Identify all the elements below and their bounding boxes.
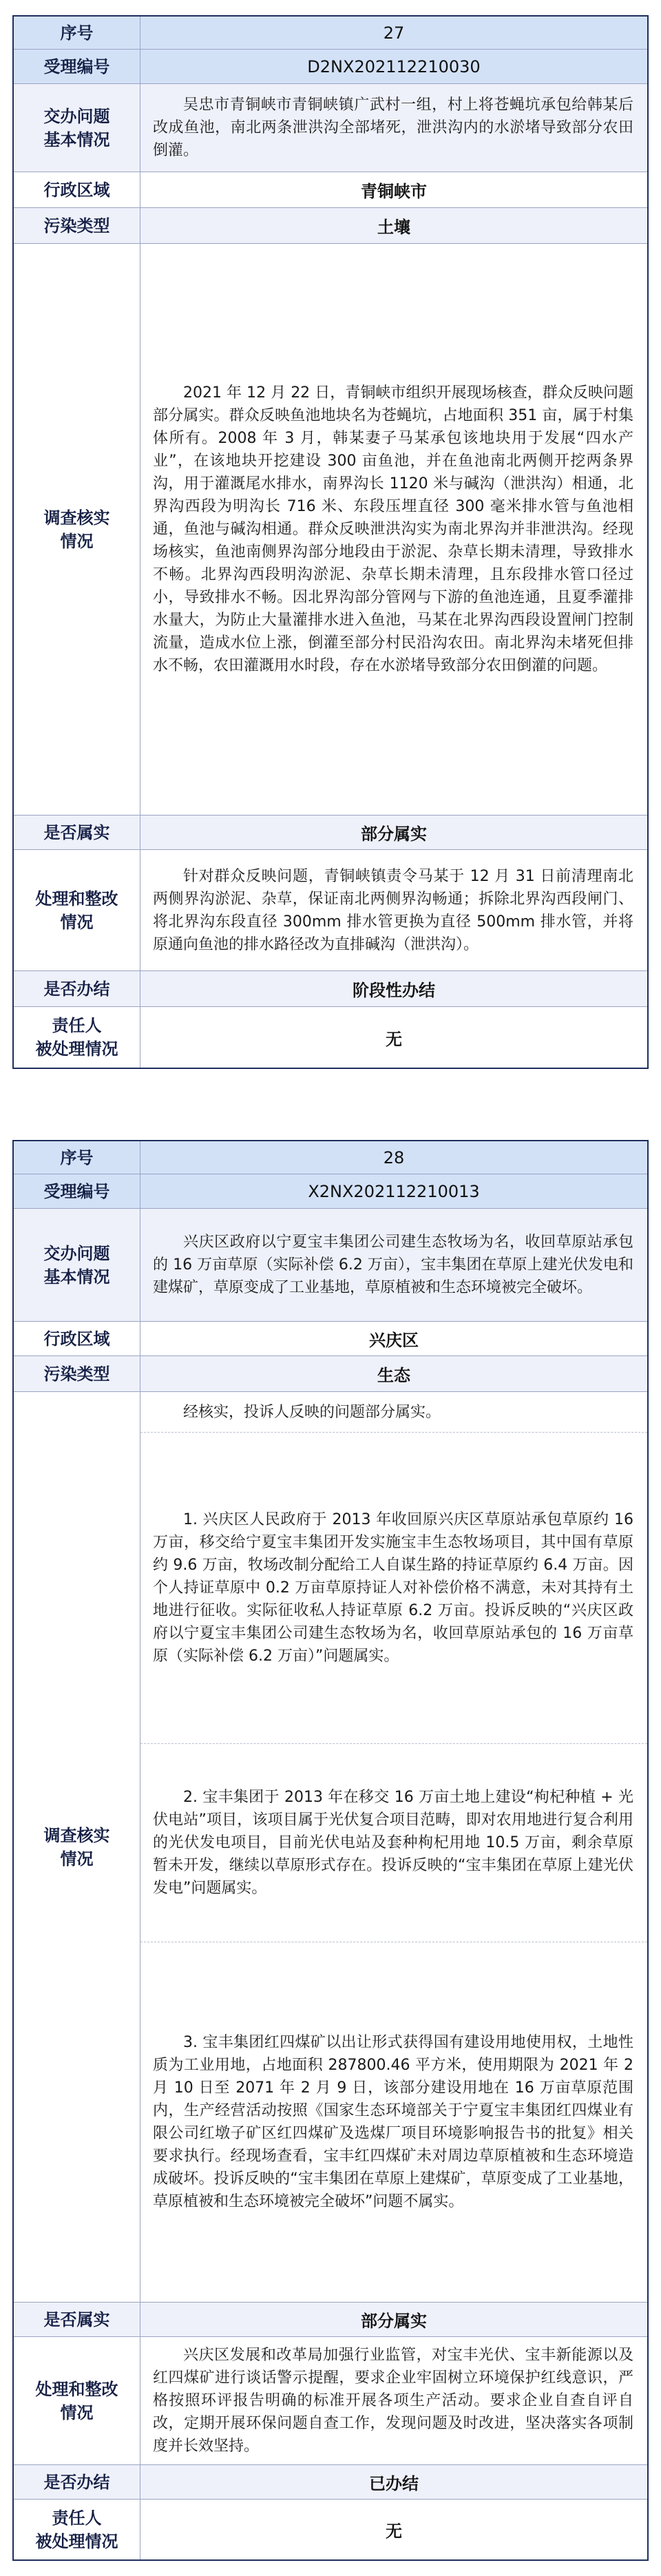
row-investigation xyxy=(14,1392,647,2303)
case-28-table xyxy=(12,1140,649,2561)
issue-text: 吴忠市青铜峡市青铜峡镇广武村一组，村上将苍蝇坑承包给韩某后改成鱼池，南北两条泄洪沟全部堵死，泄洪沟内的水淤堵导致部分农田倒灌。 xyxy=(153,96,633,159)
value-serial-number: 27 xyxy=(140,17,647,49)
issue-text-block xyxy=(140,1209,647,1321)
label-accountability: 责任人 被处理情况 xyxy=(14,1007,140,1068)
handling-text: 针对群众反映问题，青铜峡镇责令马某于 12 月 31 日前清理南北两侧界沟淤泥、杂草，保证南北两侧界沟畅通；拆除北界沟西段闸门、将北界沟东段直径 300mm 排水管更换为直径 500mm 排水管，并将原通向鱼池的排水路径改为直排碱沟（泄洪沟）。 xyxy=(153,867,633,953)
investigation-paragraph: 1. 兴庆区人民政府于 2013 年收回原兴庆区草原站承包草原约 16 万亩，移交给宁夏宝丰集团开发实施宝丰生态牧场项目，其中国有草原约 9.6 万亩，牧场改制分配给工人自谋生路的持证草原约 6.4 万亩。因个人持证草原中 0.2 万亩草原持证人对补偿价格不满意，未对其持有土地进行征收。实际征收私人持证草原 6.2 万亩。投诉反映的“兴庆区政府以宁夏宝丰集团公司建生态牧场为名，收回草原站承包的 16 万亩草原（实际补偿 6.2 万亩）”问题属实。 xyxy=(153,1511,633,1665)
label-issue: 交办问题 基本情况 xyxy=(14,84,140,172)
case-27-table xyxy=(12,15,649,1069)
value-region: 青铜峡市 xyxy=(361,182,427,201)
row-serial-number xyxy=(14,1141,647,1174)
value-region: 兴庆区 xyxy=(369,1331,419,1350)
row-investigation xyxy=(14,244,647,816)
value-accountability: 无 xyxy=(386,2522,402,2541)
label-investigation: 调查核实 情况 xyxy=(14,244,140,815)
investigation-paragraph: 2. 宝丰集团于 2013 年在移交 16 万亩土地上建设“枸杞种植 + 光伏电站”项目，该项目属于光伏复合项目范畴，即对农用地进行复合利用的光伏发电项目，目前光伏电站及套种枸杞用地 10.5 万亩，剩余草原暂未开发，继续以草原形式存在。投诉反映的“宝丰集团在草原上建光伏发电”问题属实。 xyxy=(153,1789,633,1897)
label-pollution-type: 污染类型 xyxy=(14,1356,140,1391)
row-verified xyxy=(14,2303,647,2337)
row-region xyxy=(14,172,647,208)
row-case-code xyxy=(14,50,647,84)
label-case-code: 受理编号 xyxy=(14,1174,140,1208)
investigation-point-3 xyxy=(140,1942,647,2302)
value-accountability: 无 xyxy=(386,1029,402,1049)
row-serial-number xyxy=(14,17,647,50)
label-closed: 是否办结 xyxy=(14,971,140,1006)
investigation-paragraph: 2021 年 12 月 22 日，青铜峡市组织开展现场核查，群众反映问题部分属实。群众反映鱼池地块名为苍蝇坑，占地面积 351 亩，属于村集体所有。2008 年 3 月，韩某妻子马某承包该地块用于发展“四水产业”，在该地块开挖建设 300 亩鱼池，并在鱼池南北两侧开挖两条界沟，用于灌溉尾水排水，南界沟长 1120 米与碱沟（泄洪沟）相通，北界沟西段为明沟长 716 米、东段压埋直径 300 毫米排水管与鱼池相通，鱼池与碱沟相通。群众反映泄洪沟实为南北界沟并非泄洪沟。经现场核实，鱼池南侧界沟部分地段由于淤泥、杂草长期未清理，导致排水不畅。北界沟西段明沟淤泥、杂草长期未清理，且东段排水管口径过小，导致排水不畅。因北界沟部分管网与下游的鱼池连通，且夏季灌排水量大，为防止大量灌排水进入鱼池，马某在北界沟西段设置闸门控制流量，造成水位上涨，倒灌至部分村民沿沟农田。南北界沟未堵死但排水不畅，农田灌溉用水时段，存在水淤堵导致部分农田倒灌的问题。 xyxy=(153,384,633,674)
issue-text: 兴庆区政府以宁夏宝丰集团公司建生态牧场为名，收回草原站承包的 16 万亩草原（实际补偿 6.2 万亩），宝丰集团在草原上建光伏发电和建煤矿，草原变成了工业基地，草原植被和生态环境被完全破坏。 xyxy=(153,1234,633,1296)
row-issue xyxy=(14,84,647,172)
investigation-text-block xyxy=(140,244,647,815)
row-pollution-type xyxy=(14,1356,647,1392)
row-handling xyxy=(14,850,647,971)
value-closed: 已办结 xyxy=(140,2465,647,2499)
issue-text-block xyxy=(140,84,647,172)
label-verified: 是否属实 xyxy=(14,816,140,849)
investigation-paragraph: 3. 宝丰集团红四煤矿以出让形式获得国有建设用地使用权，土地性质为工业用地，占地面积 287800.46 平方米，使用期限为 2021 年 2 月 10 日至 2071 年 2 月 9 日，该部分建设用地在 16 万亩草原范围内，生产经营活动按照《国家生态环境部关于宁夏宝丰集团红四煤业有限公司红墩子矿区红四煤矿及选煤厂项目环境影响报告书的批复》相关要求执行。经现场查看，宝丰红四煤矿未对周边草原植被和生态环境造成破坏。投诉反映的“宝丰集团在草原上建煤矿，草原变成了工业基地，草原植被和生态环境被完全破坏”问题不属实。 xyxy=(153,2034,633,2210)
row-issue xyxy=(14,1209,647,1322)
label-accountability: 责任人 被处理情况 xyxy=(14,2500,140,2559)
row-accountability xyxy=(14,1007,647,1068)
handling-text: 兴庆区发展和改革局加强行业监管，对宝丰光伏、宝丰新能源以及红四煤矿进行谈话警示提醒，要求企业牢固树立环境保护红线意识，严格按照环评报告明确的标准开展各项生产活动。要求企业自查自评自改，定期开展环保问题自查工作，发现问题及时改进，坚决落实各项制度并长效坚持。 xyxy=(153,2347,633,2455)
label-handling: 处理和整改 情况 xyxy=(14,2337,140,2464)
value-case-code: X2NX202112210013 xyxy=(140,1174,647,1208)
value-closed: 阶段性办结 xyxy=(140,971,647,1006)
row-closed xyxy=(14,2465,647,2500)
row-pollution-type xyxy=(14,208,647,244)
label-issue: 交办问题 基本情况 xyxy=(14,1209,140,1321)
value-serial-number: 28 xyxy=(140,1141,647,1174)
value-case-code: D2NX202112210030 xyxy=(140,50,647,83)
row-handling xyxy=(14,2337,647,2465)
row-region xyxy=(14,1322,647,1356)
value-verified: 部分属实 xyxy=(140,816,647,849)
label-closed: 是否办结 xyxy=(14,2465,140,2499)
value-verified: 部分属实 xyxy=(140,2303,647,2336)
row-case-code xyxy=(14,1174,647,1209)
value-pollution-type: 土壤 xyxy=(140,208,647,243)
investigation-point-2 xyxy=(140,1743,647,1942)
label-handling: 处理和整改 情况 xyxy=(14,850,140,970)
row-closed xyxy=(14,971,647,1007)
label-serial-number: 序号 xyxy=(14,17,140,49)
label-region: 行政区域 xyxy=(14,172,140,207)
investigation-sections xyxy=(140,1392,647,2302)
row-verified xyxy=(14,816,647,850)
investigation-paragraph: 经核实，投诉人反映的问题部分属实。 xyxy=(183,1403,441,1421)
label-case-code: 受理编号 xyxy=(14,50,140,83)
label-serial-number: 序号 xyxy=(14,1141,140,1174)
label-verified: 是否属实 xyxy=(14,2303,140,2336)
label-region: 行政区域 xyxy=(14,1322,140,1355)
label-pollution-type: 污染类型 xyxy=(14,208,140,243)
investigation-summary xyxy=(140,1392,647,1432)
investigation-point-1 xyxy=(140,1432,647,1743)
value-pollution-type: 生态 xyxy=(140,1356,647,1391)
handling-text-block xyxy=(140,2337,647,2464)
label-investigation: 调查核实 情况 xyxy=(14,1392,140,2302)
handling-text-block xyxy=(140,850,647,970)
row-accountability xyxy=(14,2500,647,2559)
